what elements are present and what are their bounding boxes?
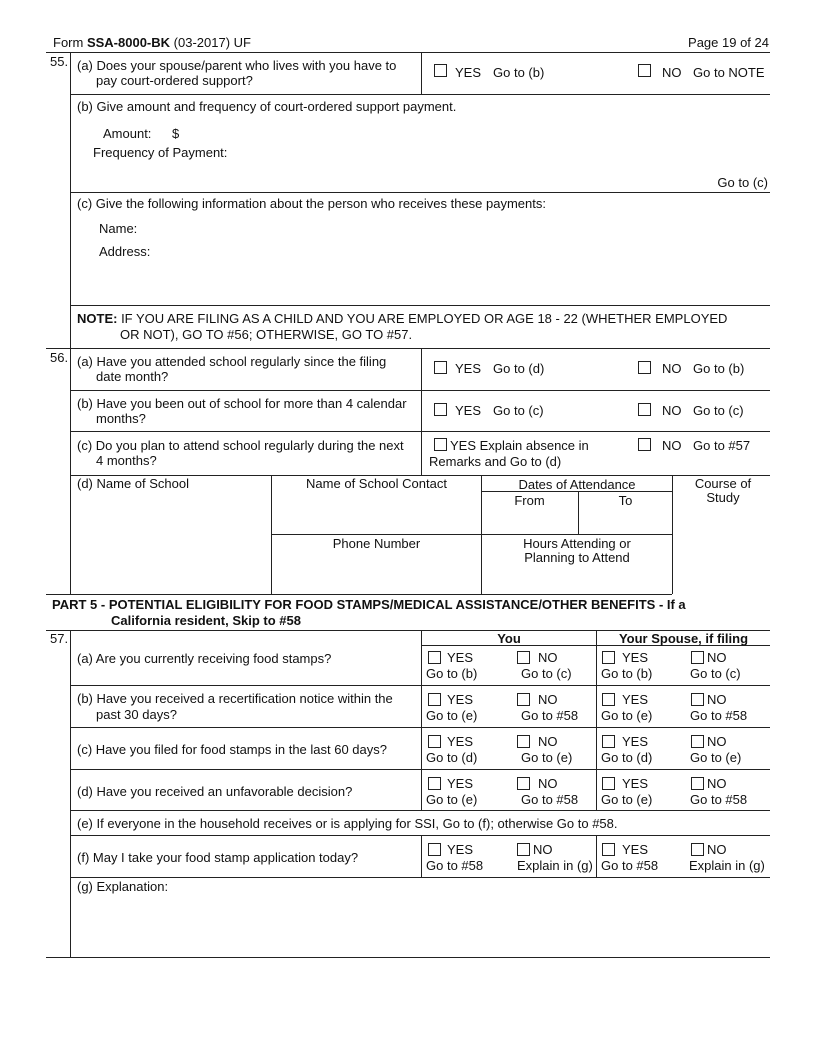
q57c-you-no-checkbox[interactable] xyxy=(517,735,530,748)
q57a-you-yes-checkbox[interactable] xyxy=(428,651,441,664)
rule xyxy=(70,390,770,391)
dates-attendance-header: Dates of Attendance xyxy=(518,477,636,492)
q56c-text: (c) Do you plan to attend school regularly during the next xyxy=(77,438,404,453)
q56c-text: 4 months? xyxy=(96,453,157,468)
q57f-spouse-no-label: NO xyxy=(707,842,727,857)
school-name-header: (d) Name of School xyxy=(77,476,189,491)
q56a-no-checkbox[interactable] xyxy=(638,361,651,374)
q55b-dollar-sign: $ xyxy=(172,126,180,141)
q57d-spouse-no-checkbox[interactable] xyxy=(691,777,704,790)
rule xyxy=(70,810,770,811)
q57f-you-yes-goto: Go to #58 xyxy=(426,858,484,873)
q57d-spouse-yes-label: YES xyxy=(622,776,649,791)
q56b-yes-checkbox[interactable] xyxy=(434,403,447,416)
q57c-text: (c) Have you filed for food stamps in the last 60 days? xyxy=(77,742,387,757)
q57c-spouse-no-goto: Go to (e) xyxy=(690,750,742,765)
q57f-spouse-yes-goto: Go to #58 xyxy=(601,858,659,873)
col-header-you: You xyxy=(497,631,521,646)
q55b-frequency-label: Frequency of Payment: xyxy=(93,145,228,160)
q57c-you-no-goto: Go to (e) xyxy=(521,750,573,765)
q57f-you-no-checkbox[interactable] xyxy=(517,843,530,856)
q56b-yes-label: YES xyxy=(455,403,482,418)
rule xyxy=(271,534,672,535)
q55c-address-label: Address: xyxy=(99,244,151,259)
q55b-amount-label: Amount: xyxy=(103,126,152,141)
q57a-spouse-yes-goto: Go to (b) xyxy=(601,666,653,681)
q55c-text: (c) Give the following information about the person who receives these payments: xyxy=(77,196,546,211)
note-text: NOTE: IF YOU ARE FILING AS A CHILD AND YOU ARE EMPLOYED OR AGE 18 - 22 (WHETHER EMPLOYED xyxy=(77,311,728,326)
q55a-yes-goto: Go to (b) xyxy=(493,65,545,80)
q57f-spouse-no-checkbox[interactable] xyxy=(691,843,704,856)
rule xyxy=(70,348,71,594)
phone-header: Phone Number xyxy=(332,536,421,551)
q57b-you-yes-goto: Go to (e) xyxy=(426,708,478,723)
q57b-text: past 30 days? xyxy=(96,707,177,722)
form-id: Form SSA-8000-BK (03-2017) UF xyxy=(53,35,251,50)
q55a-text: (a) Does your spouse/parent who lives with you have to xyxy=(77,58,397,73)
rule xyxy=(46,348,770,349)
rule xyxy=(70,727,770,728)
q57d-spouse-no-goto: Go to #58 xyxy=(690,792,748,807)
q57f-spouse-yes-label: YES xyxy=(622,842,649,857)
rule xyxy=(421,630,422,810)
q57a-spouse-no-checkbox[interactable] xyxy=(691,651,704,664)
rule xyxy=(70,94,770,95)
q57a-spouse-no-goto: Go to (c) xyxy=(690,666,741,681)
q56a-yes-checkbox[interactable] xyxy=(434,361,447,374)
rule xyxy=(70,877,770,878)
q57a-you-yes-label: YES xyxy=(447,650,474,665)
question-number: 55. xyxy=(50,54,69,69)
q55a-no-label: NO xyxy=(662,65,682,80)
rule xyxy=(421,348,422,475)
q57c-spouse-no-label: NO xyxy=(707,734,727,749)
q56b-text: (b) Have you been out of school for more than 4 calendar xyxy=(77,396,407,411)
col-header-spouse: Your Spouse, if filing xyxy=(618,631,749,646)
q57d-you-yes-label: YES xyxy=(447,776,474,791)
rule xyxy=(70,431,770,432)
q57d-spouse-yes-checkbox[interactable] xyxy=(602,777,615,790)
q55a-yes-label: YES xyxy=(455,65,482,80)
dates-from-header: From xyxy=(514,493,545,508)
q56b-yes-goto: Go to (c) xyxy=(493,403,544,418)
q57f-text: (f) May I take your food stamp application today? xyxy=(77,850,359,865)
q56a-no-goto: Go to (b) xyxy=(693,361,745,376)
q56a-text: (a) Have you attended school regularly since the filing xyxy=(77,354,387,369)
q55a-yes-checkbox[interactable] xyxy=(434,64,447,77)
q56c-no-label: NO xyxy=(662,438,682,453)
q55b-goto: Go to (c) xyxy=(717,175,768,190)
q57d-you-no-goto: Go to #58 xyxy=(521,792,579,807)
q57c-you-yes-label: YES xyxy=(447,734,474,749)
q55c-name-label: Name: xyxy=(99,221,138,236)
q56a-yes-label: YES xyxy=(455,361,482,376)
q57f-spouse-yes-checkbox[interactable] xyxy=(602,843,615,856)
q56a-text: date month? xyxy=(96,369,169,384)
q57e-text: (e) If everyone in the household receives or is applying for SSI, Go to (f); otherwise Go to #58. xyxy=(77,816,618,831)
q57d-you-no-label: NO xyxy=(538,776,558,791)
q57b-you-yes-label: YES xyxy=(447,692,474,707)
q57d-spouse-yes-goto: Go to (e) xyxy=(601,792,653,807)
q57a-you-yes-goto: Go to (b) xyxy=(426,666,478,681)
q55a-no-goto: Go to NOTE xyxy=(693,65,765,80)
q57b-you-yes-checkbox[interactable] xyxy=(428,693,441,706)
course-header: Study xyxy=(706,490,740,505)
part5-title: California resident, Skip to #58 xyxy=(111,613,301,628)
rule xyxy=(46,957,770,958)
q57c-you-yes-goto: Go to (d) xyxy=(426,750,478,765)
q56c-yes-checkbox[interactable] xyxy=(434,438,447,451)
q55b-text: (b) Give amount and frequency of court-ordered support payment. xyxy=(77,99,457,114)
q55a-no-checkbox[interactable] xyxy=(638,64,651,77)
q55a-text: pay court-ordered support? xyxy=(96,73,253,88)
q56c-yes-label: YES Explain absence in xyxy=(450,438,589,453)
q57a-text: (a) Are you currently receiving food stamps? xyxy=(77,651,332,666)
course-header: Course of xyxy=(694,476,752,491)
note-text: OR NOT), GO TO #56; OTHERWISE, GO TO #57. xyxy=(120,327,413,342)
part5-title: PART 5 - POTENTIAL ELIGIBILITY FOR FOOD STAMPS/MEDICAL ASSISTANCE/OTHER BENEFITS - If a xyxy=(52,597,686,612)
rule xyxy=(421,835,422,877)
rule xyxy=(70,192,770,193)
rule xyxy=(70,305,770,306)
rule xyxy=(70,769,770,770)
q57c-you-no-label: NO xyxy=(538,734,558,749)
q56b-text: months? xyxy=(96,411,146,426)
q56b-no-checkbox[interactable] xyxy=(638,403,651,416)
q57b-text: (b) Have you received a recertification notice within the xyxy=(77,691,393,706)
q57b-spouse-yes-checkbox[interactable] xyxy=(602,693,615,706)
rule xyxy=(70,685,770,686)
q57a-you-no-checkbox[interactable] xyxy=(517,651,530,664)
q57c-you-yes-checkbox[interactable] xyxy=(428,735,441,748)
q57g-text: (g) Explanation: xyxy=(77,879,169,894)
rule xyxy=(70,52,71,348)
q57f-you-no-label: NO xyxy=(533,842,553,857)
hours-header: Hours Attending or xyxy=(523,536,631,551)
hours-header: Planning to Attend xyxy=(524,550,630,565)
q56b-no-label: NO xyxy=(662,403,682,418)
question-number: 56. xyxy=(50,350,69,365)
q57a-spouse-yes-label: YES xyxy=(622,650,649,665)
q57a-spouse-no-label: NO xyxy=(707,650,727,665)
q57d-you-no-checkbox[interactable] xyxy=(517,777,530,790)
q57c-spouse-yes-goto: Go to (d) xyxy=(601,750,653,765)
q57b-you-no-checkbox[interactable] xyxy=(517,693,530,706)
q56a-yes-goto: Go to (d) xyxy=(493,361,545,376)
q57d-spouse-no-label: NO xyxy=(707,776,727,791)
dates-to-header: To xyxy=(618,493,633,508)
q57f-you-yes-label: YES xyxy=(447,842,474,857)
q57c-spouse-yes-label: YES xyxy=(622,734,649,749)
rule xyxy=(596,630,597,810)
school-contact-header: Name of School Contact xyxy=(306,476,447,491)
q57d-you-yes-checkbox[interactable] xyxy=(428,777,441,790)
question-number: 57. xyxy=(50,631,69,646)
q57a-spouse-yes-checkbox[interactable] xyxy=(602,651,615,664)
q57b-spouse-yes-goto: Go to (e) xyxy=(601,708,653,723)
q57b-you-no-goto: Go to #58 xyxy=(521,708,579,723)
rule xyxy=(46,594,672,595)
q57f-spouse-no-goto: Explain in (g) xyxy=(689,858,765,873)
q57d-text: (d) Have you received an unfavorable decision? xyxy=(77,784,353,799)
q57b-spouse-yes-label: YES xyxy=(622,692,649,707)
rule xyxy=(421,52,422,94)
q57d-you-yes-goto: Go to (e) xyxy=(426,792,478,807)
rule xyxy=(70,630,71,957)
q57a-you-no-label: NO xyxy=(538,650,558,665)
q57a-you-no-goto: Go to (c) xyxy=(521,666,572,681)
page-number: Page 19 of 24 xyxy=(688,35,769,50)
rule xyxy=(46,52,770,53)
q57f-you-no-goto: Explain in (g) xyxy=(517,858,593,873)
rule xyxy=(70,835,770,836)
q57b-you-no-label: NO xyxy=(538,692,558,707)
q56c-no-checkbox[interactable] xyxy=(638,438,651,451)
q57b-spouse-no-goto: Go to #58 xyxy=(690,708,748,723)
q56b-no-goto: Go to (c) xyxy=(693,403,744,418)
q57c-spouse-yes-checkbox[interactable] xyxy=(602,735,615,748)
q56c-no-goto: Go to #57 xyxy=(693,438,751,453)
q56c-yes-label: Remarks and Go to (d) xyxy=(429,454,562,469)
q57b-spouse-no-checkbox[interactable] xyxy=(691,693,704,706)
q56a-no-label: NO xyxy=(662,361,682,376)
q57f-you-yes-checkbox[interactable] xyxy=(428,843,441,856)
rule xyxy=(596,835,597,877)
q57c-spouse-no-checkbox[interactable] xyxy=(691,735,704,748)
q57b-spouse-no-label: NO xyxy=(707,692,727,707)
